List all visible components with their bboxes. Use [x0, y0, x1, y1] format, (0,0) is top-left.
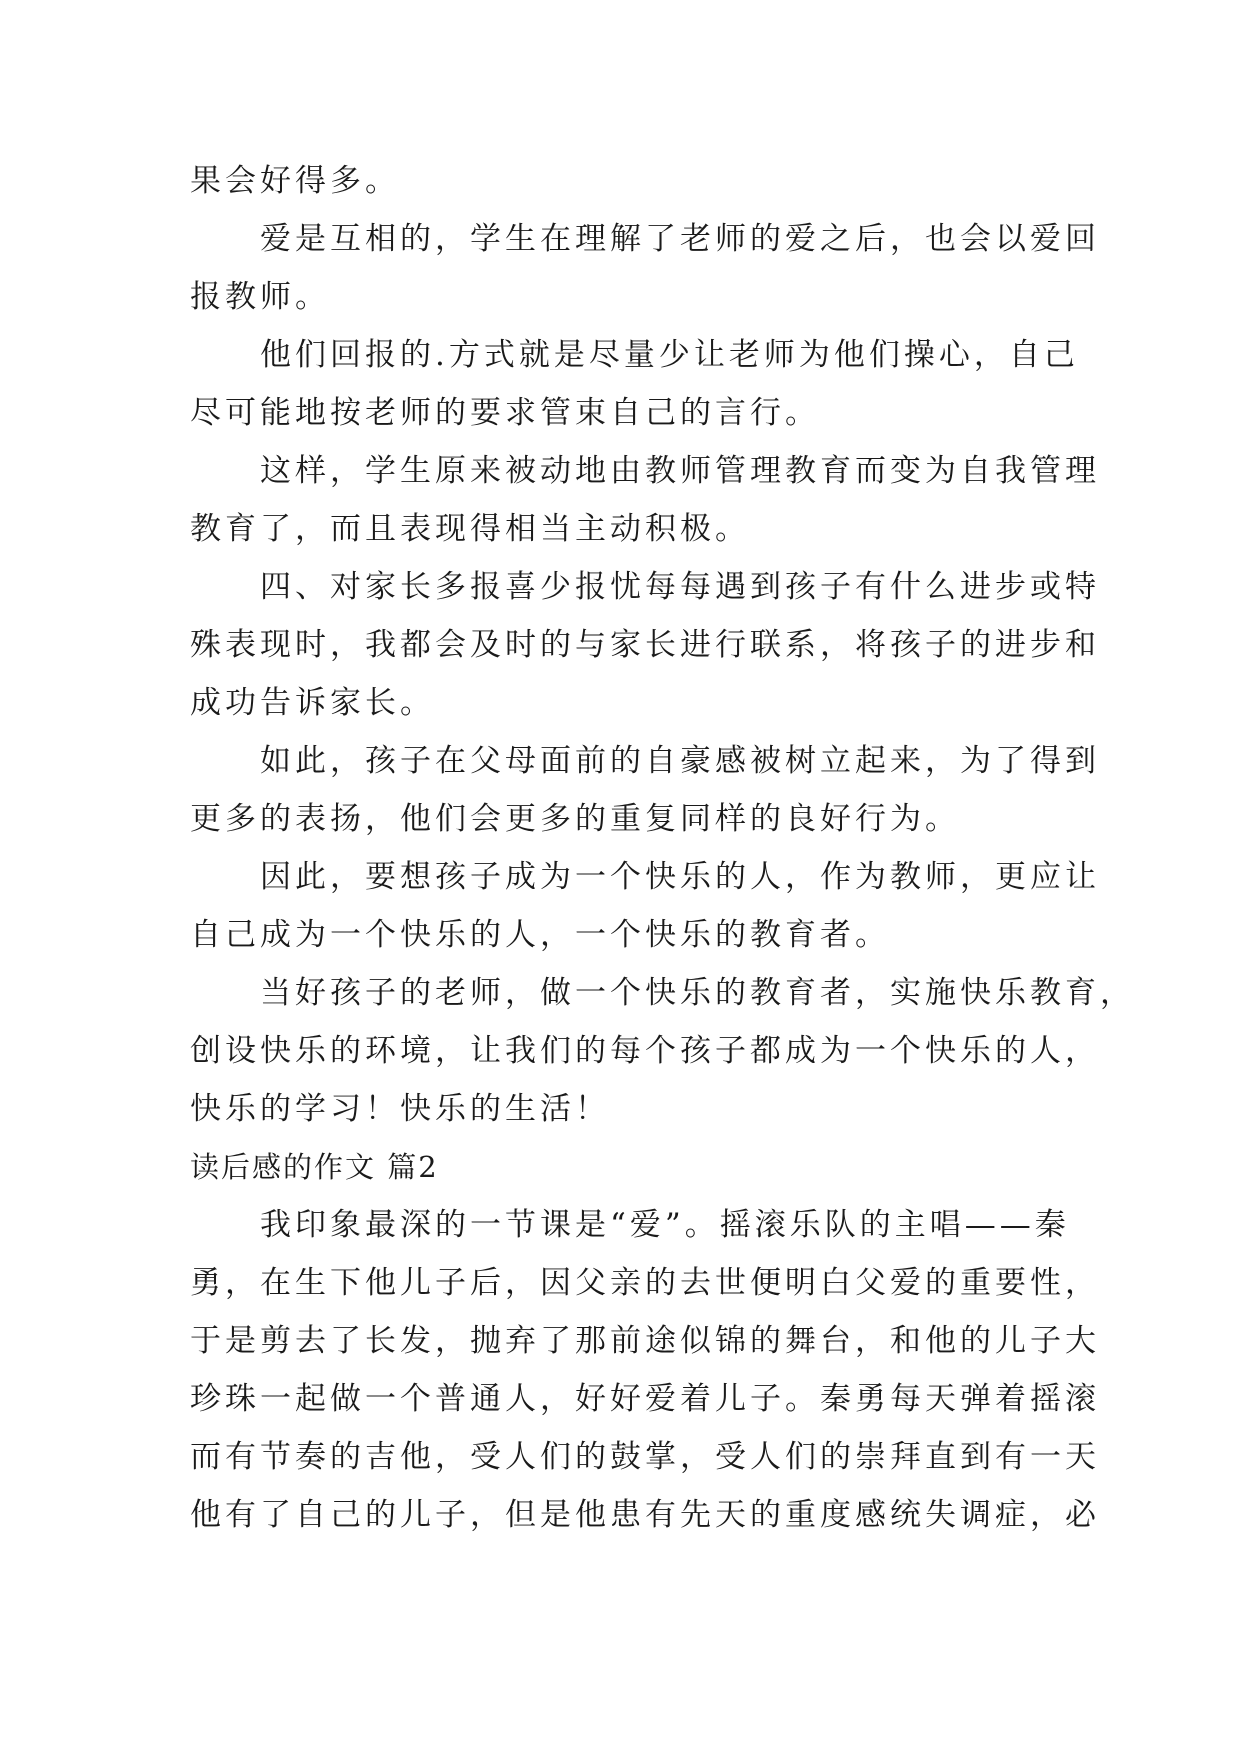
- text-line: 我印象最深的一节课是“爱”。摇滚乐队的主唱——秦: [190, 1207, 1070, 1243]
- text-line: 而有节奏的吉他，受人们的鼓掌，受人们的崇拜直到有一天: [190, 1439, 1100, 1475]
- text-line: 自己成为一个快乐的人，一个快乐的教育者。: [190, 917, 890, 953]
- text-line: 珍珠一起做一个普通人，好好爱着儿子。秦勇每天弹着摇滚: [190, 1381, 1100, 1417]
- text-line: 爱是互相的，学生在理解了老师的爱之后，也会以爱回: [190, 221, 1100, 257]
- text-line: 四、对家长多报喜少报忧每每遇到孩子有什么进步或特: [190, 569, 1100, 605]
- text-line: 因此，要想孩子成为一个快乐的人，作为教师，更应让: [190, 859, 1100, 895]
- text-line: 创设快乐的环境，让我们的每个孩子都成为一个快乐的人，: [190, 1033, 1100, 1069]
- text-line: 尽可能地按老师的要求管束自己的言行。: [190, 395, 820, 431]
- text-line: 当好孩子的老师，做一个快乐的教育者，实施快乐教育，: [190, 975, 1135, 1011]
- text-line: 勇，在生下他儿子后，因父亲的去世便明白父爱的重要性，: [190, 1265, 1100, 1301]
- text-line: 教育了，而且表现得相当主动积极。: [190, 511, 750, 547]
- text-line: 更多的表扬，他们会更多的重复同样的良好行为。: [190, 801, 960, 837]
- text-line: 这样，学生原来被动地由教师管理教育而变为自我管理: [190, 453, 1100, 489]
- document-page: [190, 152, 1135, 1544]
- text-line: 如此，孩子在父母面前的自豪感被树立起来，为了得到: [190, 743, 1100, 779]
- section-title: 读后感的作文 篇2: [190, 1150, 439, 1184]
- text-line: 殊表现时，我都会及时的与家长进行联系，将孩子的进步和: [190, 627, 1100, 663]
- text-line: 他有了自己的儿子，但是他患有先天的重度感统失调症，必: [190, 1497, 1100, 1533]
- text-line: 他们回报的.方式就是尽量少让老师为他们操心，自己: [190, 337, 1079, 373]
- text-line: 果会好得多。: [190, 163, 400, 199]
- text-line: 快乐的学习！快乐的生活！: [190, 1091, 610, 1127]
- text-line: 成功告诉家长。: [190, 685, 435, 721]
- text-line: 于是剪去了长发，抛弃了那前途似锦的舞台，和他的儿子大: [190, 1323, 1100, 1359]
- text-line: 报教师。: [190, 279, 330, 315]
